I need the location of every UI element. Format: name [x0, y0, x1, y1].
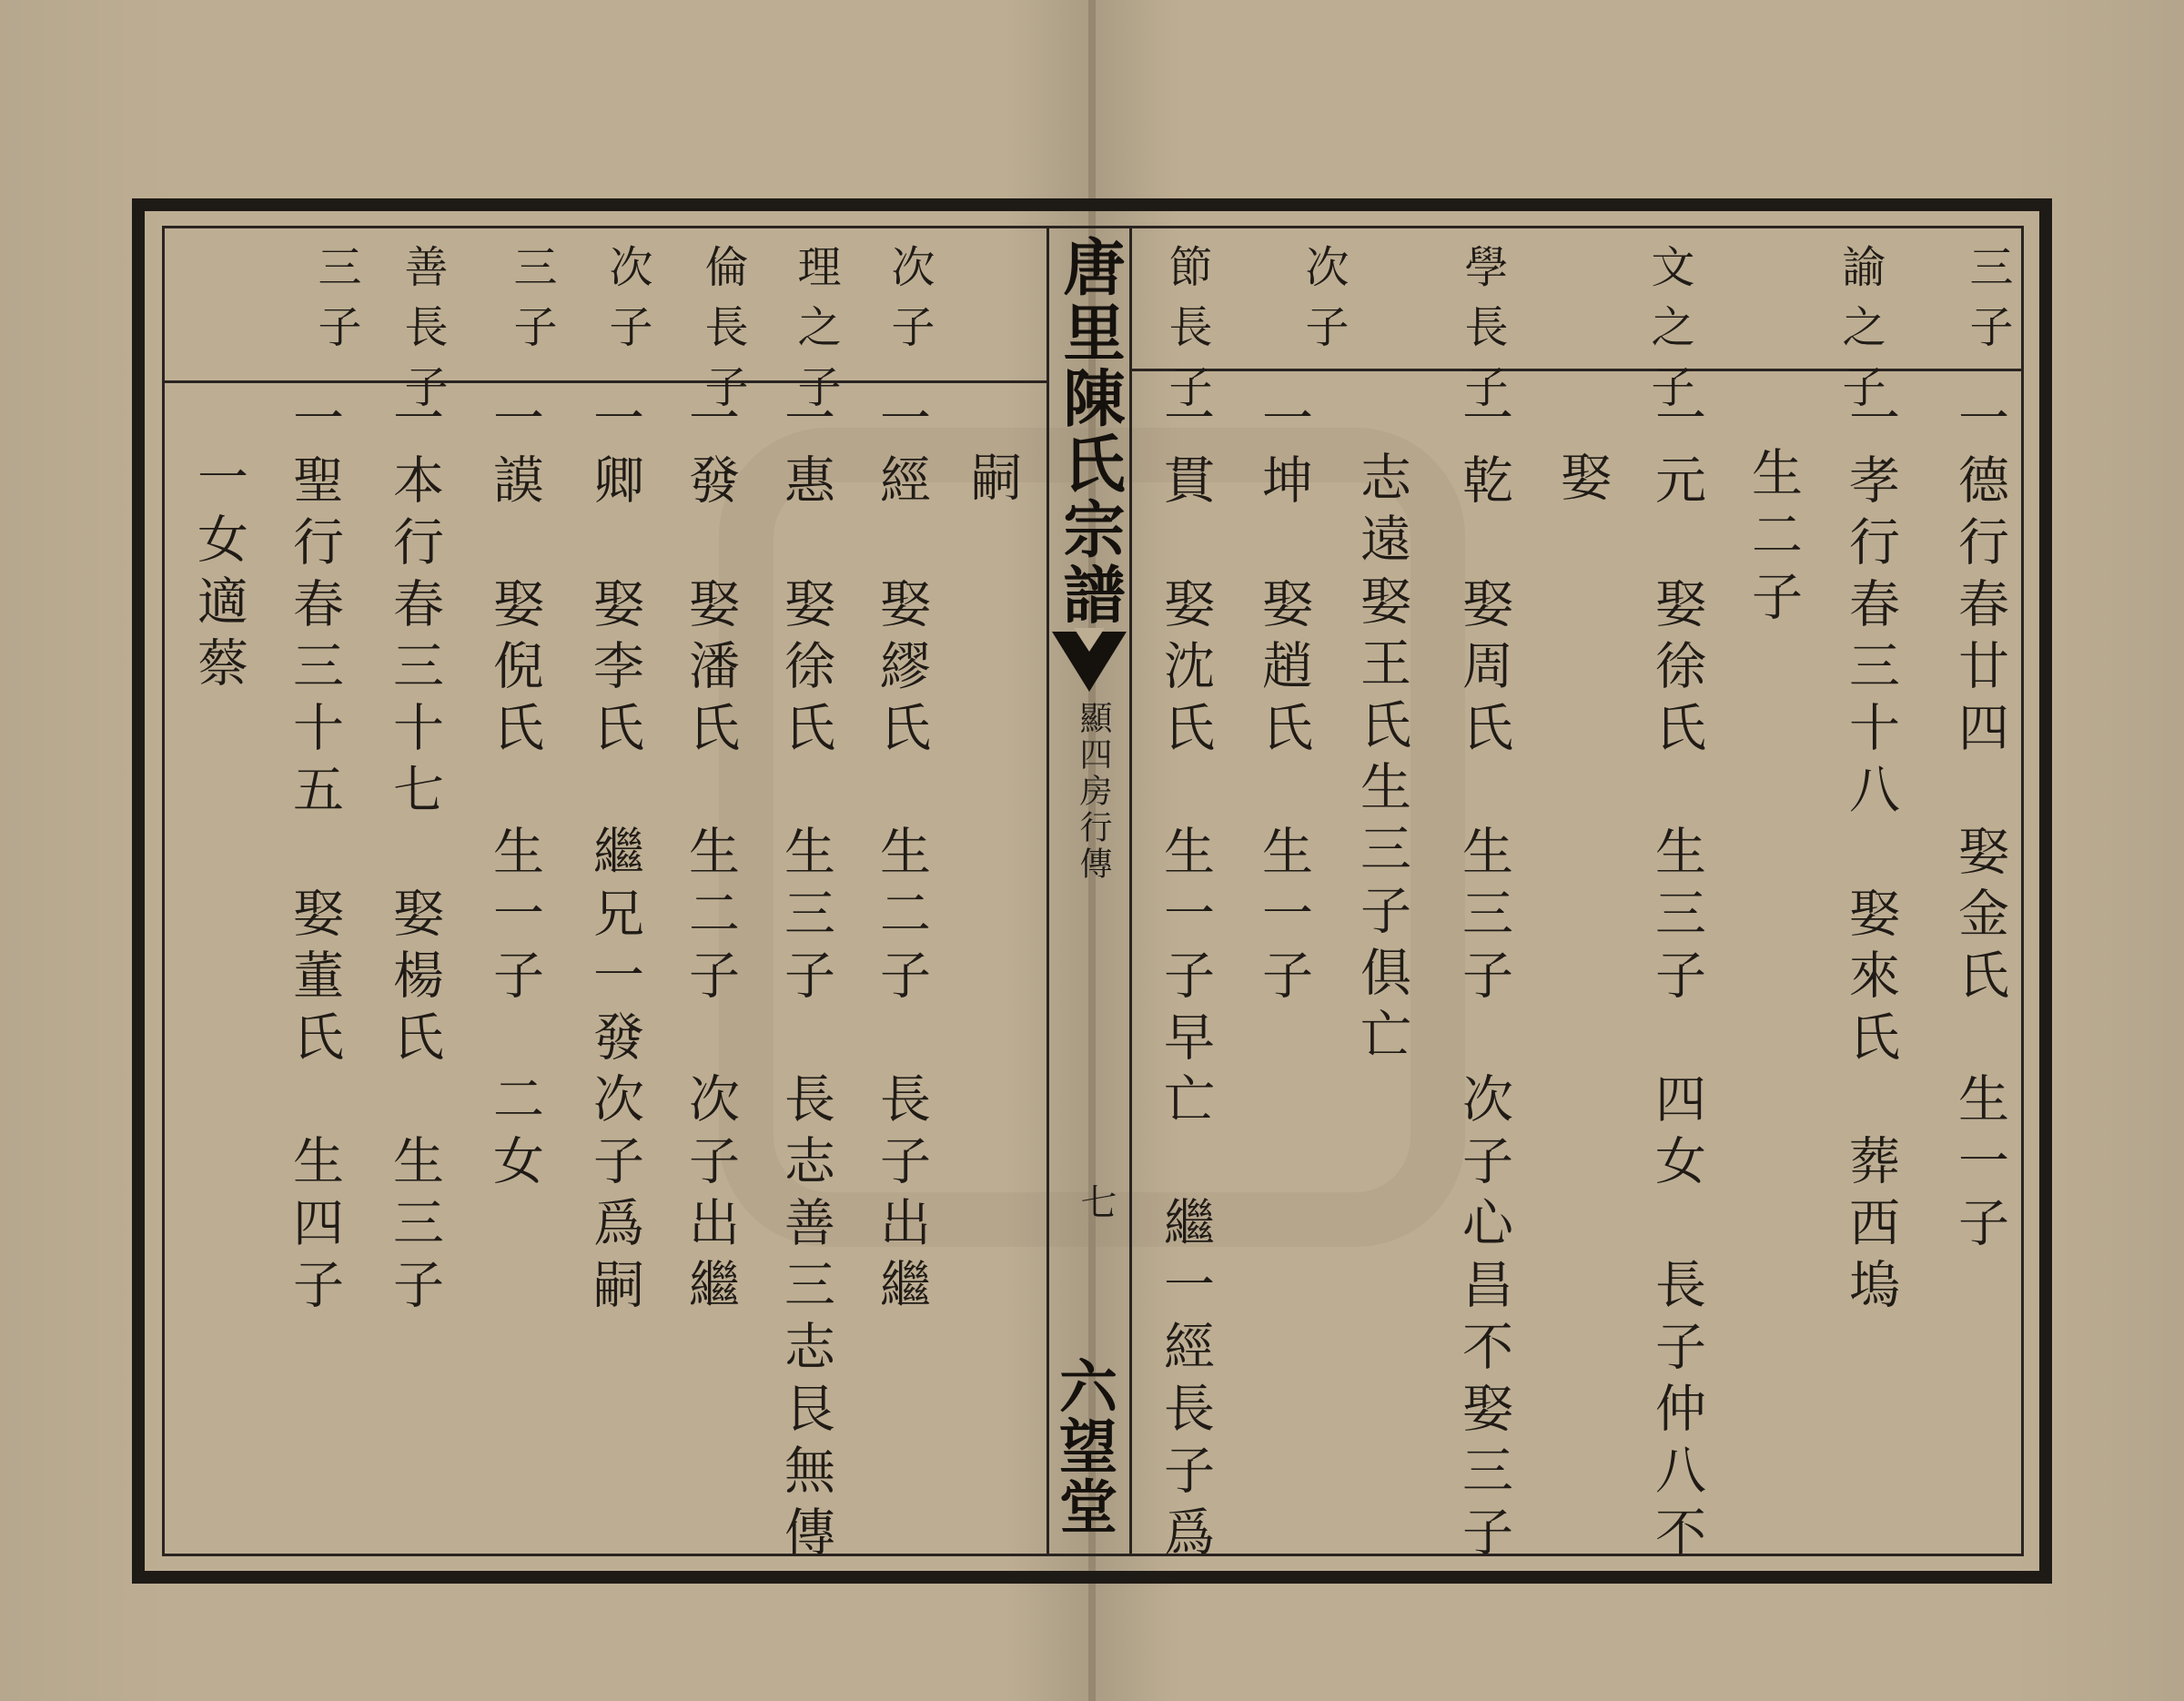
- header-cell: 三子: [1962, 244, 2013, 364]
- genealogy-column: 一乾 娶周氏 生三子 次子心昌不娶三子: [1454, 391, 1513, 1567]
- header-cell: 文之子: [1643, 244, 1694, 424]
- header-cell: 學長子: [1457, 244, 1508, 424]
- header-cell: 次子: [602, 244, 652, 364]
- left-header-rule: [162, 380, 1046, 383]
- genealogy-column: 生二子: [1744, 446, 1803, 632]
- genealogy-column: 一坤 娶趙氏 生一子: [1254, 391, 1313, 1010]
- genealogy-column: 一元 娶徐氏 生三子 四女 長子仲八不: [1647, 391, 1706, 1567]
- genealogy-column: 嗣: [963, 451, 1022, 512]
- genealogy-column: 一德行春廿四 娶金氏 生一子: [1950, 391, 2009, 1258]
- header-cell: 善長子: [397, 244, 448, 424]
- header-cell: 次子: [884, 244, 935, 364]
- genealogy-column: 一卿 娶李氏 繼兄一發次子爲嗣: [585, 391, 644, 1320]
- fishtail-notch: [1074, 628, 1105, 652]
- section-title: 顯四房行傳: [1075, 701, 1112, 883]
- hall-name: 六望堂: [1049, 1356, 1117, 1536]
- genealogy-column: 一本行春三十七 娶楊氏 生三子: [385, 391, 444, 1320]
- genealogy-column: 一聖行春三十五 娶董氏 生四子: [285, 391, 344, 1320]
- genealogy-column: 一發 娶潘氏 生二子 次子出繼: [681, 391, 740, 1320]
- header-cell: 諭之子: [1835, 244, 1886, 424]
- page-number: 七: [1075, 1183, 1117, 1220]
- genealogy-column: 一貫 娶沈氏 生一子早亡 繼一經長子爲: [1156, 391, 1215, 1567]
- genealogy-column: 一惠 娶徐氏 生三子 長志善三志艮無傳: [776, 391, 835, 1567]
- genealogy-column: 一女適蔡: [189, 451, 248, 698]
- genealogy-column: 一經 娶繆氏 生二子 長子出繼: [872, 391, 931, 1320]
- genealogy-column: 娶: [1552, 451, 1612, 512]
- header-cell: 三子: [506, 244, 557, 364]
- genealogy-column: 一謨 娶倪氏 生一子 二女: [485, 391, 544, 1196]
- header-cell: 倫長子: [697, 244, 748, 424]
- header-cell: 節長子: [1161, 244, 1212, 424]
- genealogy-column: 一孝行春三十八 娶來氏 葬西塢: [1841, 391, 1900, 1320]
- header-cell: 三子: [310, 244, 361, 364]
- genealogy-column: 志遠娶王氏生三子俱亡: [1352, 451, 1411, 1069]
- book-title: 唐里陳氏宗譜: [1053, 235, 1126, 628]
- header-cell: 理之子: [790, 244, 841, 424]
- header-cell: 次子: [1298, 244, 1349, 364]
